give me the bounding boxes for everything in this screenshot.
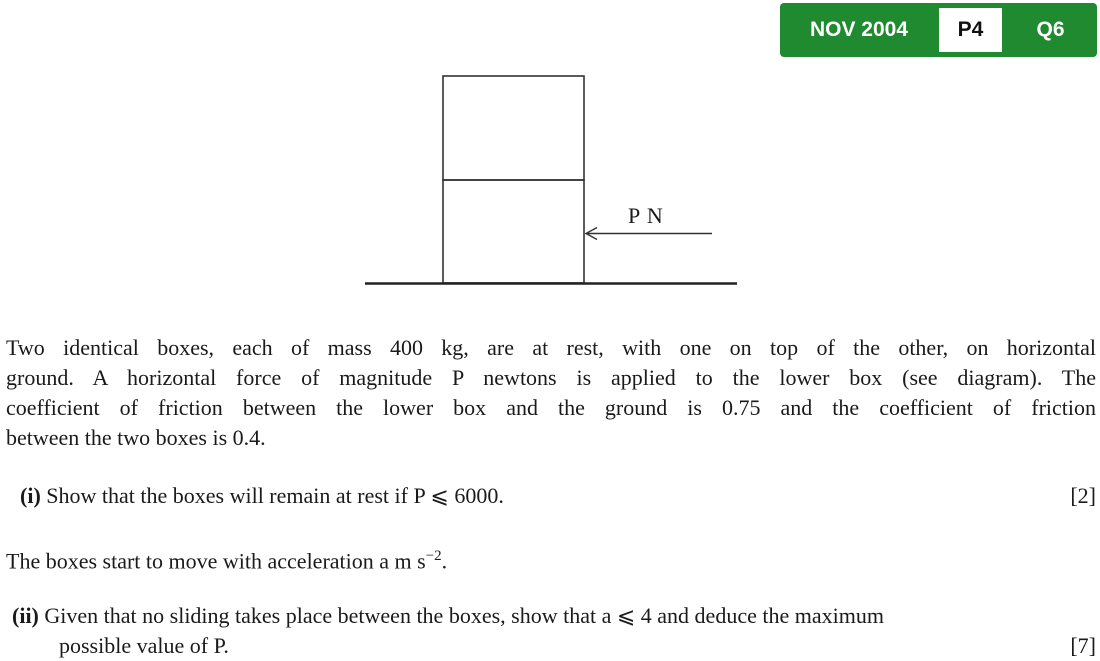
acceleration-text: The boxes start to move with acceleration a m s <box>6 548 426 574</box>
question-intro <box>6 333 1096 453</box>
intro-line-3: coefficient of friction between the lower box and the ground is 0.75 and the coefficient of friction <box>6 395 1096 420</box>
part-i-number: (i) <box>20 483 41 508</box>
part-ii-number: (ii) <box>12 603 39 628</box>
acceleration-statement <box>6 541 447 576</box>
acceleration-end: . <box>441 548 448 574</box>
part-ii-marks: [7] <box>1070 633 1096 658</box>
part-ii <box>12 601 1096 661</box>
exam-session-label: NOV 2004 <box>809 18 909 41</box>
question-number-label: Q6 <box>1036 18 1065 41</box>
acceleration-exponent: −2 <box>425 548 442 564</box>
upper-box <box>443 76 584 180</box>
intro-line-4: between the two boxes is 0.4. <box>6 425 266 450</box>
part-i-marks: [2] <box>1070 483 1096 508</box>
force-label: P N <box>628 203 664 228</box>
intro-line-2: ground. A horizontal force of magnitude P newtons is applied to the lower box (see diagram). The <box>6 365 1096 390</box>
boxes-diagram <box>0 0 1100 300</box>
paper-number-label: P4 <box>939 8 1002 52</box>
part-ii-text-1: Given that no sliding takes place between the boxes, show that a ⩽ 4 and deduce the maximum <box>44 603 884 628</box>
part-ii-line-1 <box>12 601 1096 631</box>
part-i <box>20 481 504 511</box>
diagram-drawing <box>0 0 1100 300</box>
part-ii-line-2: possible value of P. <box>59 633 229 658</box>
part-i-text: Show that the boxes will remain at rest if P ⩽ 6000. <box>46 483 504 508</box>
intro-line-1: Two identical boxes, each of mass 400 kg, are at rest, with one on top of the other, on horizontal <box>6 335 1096 360</box>
lower-box <box>443 180 584 283</box>
